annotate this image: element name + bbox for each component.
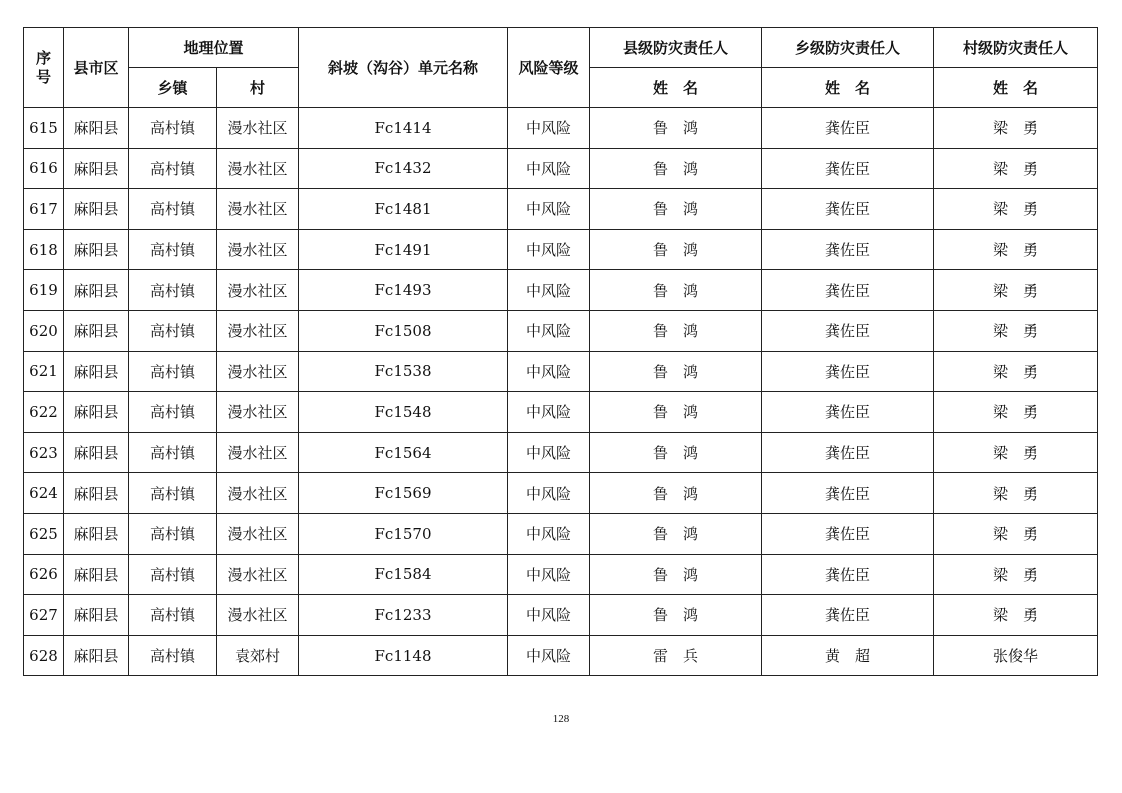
cell-township: 高村镇 [129, 432, 217, 473]
cell-unit: Fc1569 [299, 473, 508, 514]
cell-township-person: 龚佐臣 [762, 108, 934, 149]
cell-township: 高村镇 [129, 554, 217, 595]
table-row [24, 148, 1098, 189]
cell-seq: 623 [24, 432, 64, 473]
cell-township-person: 龚佐臣 [762, 513, 934, 554]
cell-village-person: 梁 勇 [934, 392, 1098, 433]
cell-county-person: 鲁 鸿 [590, 554, 762, 595]
cell-risk: 中风险 [508, 148, 590, 189]
cell-county: 麻阳县 [64, 473, 129, 514]
cell-village-person: 梁 勇 [934, 229, 1098, 270]
cell-village-person: 梁 勇 [934, 310, 1098, 351]
cell-village-person: 梁 勇 [934, 351, 1098, 392]
cell-village: 漫水社区 [217, 310, 299, 351]
header-risk-level: 风险等级 [508, 28, 590, 108]
cell-risk: 中风险 [508, 108, 590, 149]
cell-county: 麻阳县 [64, 310, 129, 351]
header-seq [24, 28, 64, 108]
cell-seq: 622 [24, 392, 64, 433]
cell-unit: Fc1493 [299, 270, 508, 311]
cell-county: 麻阳县 [64, 432, 129, 473]
cell-village: 漫水社区 [217, 595, 299, 636]
cell-county-person: 鲁 鸿 [590, 595, 762, 636]
table-row [24, 229, 1098, 270]
cell-township: 高村镇 [129, 392, 217, 433]
cell-seq: 625 [24, 513, 64, 554]
table-row [24, 513, 1098, 554]
table-row [24, 108, 1098, 149]
cell-county-person: 鲁 鸿 [590, 189, 762, 230]
cell-risk: 中风险 [508, 270, 590, 311]
cell-township: 高村镇 [129, 635, 217, 676]
cell-township: 高村镇 [129, 270, 217, 311]
cell-county-person: 鲁 鸿 [590, 473, 762, 514]
cell-village: 漫水社区 [217, 392, 299, 433]
cell-village-person: 梁 勇 [934, 432, 1098, 473]
cell-unit: Fc1584 [299, 554, 508, 595]
cell-unit: Fc1481 [299, 189, 508, 230]
table-row [24, 473, 1098, 514]
cell-township: 高村镇 [129, 148, 217, 189]
cell-village-person: 梁 勇 [934, 148, 1098, 189]
cell-seq: 624 [24, 473, 64, 514]
cell-risk: 中风险 [508, 513, 590, 554]
cell-township-person: 黄 超 [762, 635, 934, 676]
cell-seq: 619 [24, 270, 64, 311]
cell-county: 麻阳县 [64, 189, 129, 230]
header-village-officer-name: 姓 名 [934, 68, 1098, 108]
cell-village: 漫水社区 [217, 148, 299, 189]
cell-village: 漫水社区 [217, 432, 299, 473]
cell-county-person: 鲁 鸿 [590, 310, 762, 351]
table-row [24, 310, 1098, 351]
cell-village: 漫水社区 [217, 189, 299, 230]
cell-village-person: 梁 勇 [934, 189, 1098, 230]
cell-village-person: 梁 勇 [934, 554, 1098, 595]
cell-county-person: 鲁 鸿 [590, 108, 762, 149]
cell-township: 高村镇 [129, 229, 217, 270]
cell-unit: Fc1148 [299, 635, 508, 676]
cell-county: 麻阳县 [64, 554, 129, 595]
cell-township-person: 龚佐臣 [762, 351, 934, 392]
cell-county: 麻阳县 [64, 595, 129, 636]
cell-county: 麻阳县 [64, 635, 129, 676]
header-township: 乡镇 [129, 68, 217, 108]
header-county-officer: 县级防灾责任人 [590, 28, 762, 68]
cell-county-person: 鲁 鸿 [590, 270, 762, 311]
cell-township: 高村镇 [129, 351, 217, 392]
cell-seq: 618 [24, 229, 64, 270]
header-geo-location: 地理位置 [129, 28, 299, 68]
cell-county: 麻阳县 [64, 392, 129, 433]
cell-township-person: 龚佐臣 [762, 392, 934, 433]
cell-county-person: 鲁 鸿 [590, 229, 762, 270]
page-number: 128 [552, 713, 570, 725]
header-village-officer: 村级防灾责任人 [934, 28, 1098, 68]
cell-county-person: 鲁 鸿 [590, 148, 762, 189]
cell-township: 高村镇 [129, 513, 217, 554]
cell-unit: Fc1508 [299, 310, 508, 351]
cell-village-person: 梁 勇 [934, 595, 1098, 636]
header-county: 县市区 [64, 28, 129, 108]
header-unit-name: 斜坡（沟谷）单元名称 [299, 28, 508, 108]
cell-township-person: 龚佐臣 [762, 270, 934, 311]
cell-seq: 617 [24, 189, 64, 230]
table-row [24, 351, 1098, 392]
cell-village-person: 梁 勇 [934, 513, 1098, 554]
cell-county: 麻阳县 [64, 108, 129, 149]
cell-township: 高村镇 [129, 473, 217, 514]
cell-unit: Fc1491 [299, 229, 508, 270]
cell-township-person: 龚佐臣 [762, 229, 934, 270]
table-row [24, 189, 1098, 230]
cell-unit: Fc1233 [299, 595, 508, 636]
table-row [24, 635, 1098, 676]
cell-risk: 中风险 [508, 432, 590, 473]
cell-seq: 616 [24, 148, 64, 189]
table-row [24, 392, 1098, 433]
cell-seq: 626 [24, 554, 64, 595]
cell-unit: Fc1414 [299, 108, 508, 149]
cell-unit: Fc1432 [299, 148, 508, 189]
cell-seq: 627 [24, 595, 64, 636]
cell-risk: 中风险 [508, 229, 590, 270]
cell-unit: Fc1564 [299, 432, 508, 473]
cell-village: 漫水社区 [217, 554, 299, 595]
cell-county: 麻阳县 [64, 270, 129, 311]
cell-township: 高村镇 [129, 595, 217, 636]
cell-township-person: 龚佐臣 [762, 432, 934, 473]
cell-village-person: 梁 勇 [934, 108, 1098, 149]
header-seq-line2: 号 [35, 67, 51, 86]
cell-county: 麻阳县 [64, 148, 129, 189]
cell-village-person: 梁 勇 [934, 473, 1098, 514]
cell-county-person: 鲁 鸿 [590, 392, 762, 433]
header-county-officer-name: 姓 名 [590, 68, 762, 108]
cell-county-person: 鲁 鸿 [590, 432, 762, 473]
header-township-officer-name: 姓 名 [762, 68, 934, 108]
cell-risk: 中风险 [508, 635, 590, 676]
cell-village: 漫水社区 [217, 513, 299, 554]
cell-county-person: 鲁 鸿 [590, 351, 762, 392]
header-seq-line1: 序 [35, 48, 51, 67]
cell-village: 漫水社区 [217, 270, 299, 311]
cell-township: 高村镇 [129, 189, 217, 230]
cell-unit: Fc1570 [299, 513, 508, 554]
cell-seq: 621 [24, 351, 64, 392]
cell-risk: 中风险 [508, 392, 590, 433]
header-row-1 [24, 28, 1098, 68]
cell-unit: Fc1538 [299, 351, 508, 392]
cell-township-person: 龚佐臣 [762, 148, 934, 189]
cell-county: 麻阳县 [64, 513, 129, 554]
header-township-officer: 乡级防灾责任人 [762, 28, 934, 68]
cell-township-person: 龚佐臣 [762, 473, 934, 514]
cell-unit: Fc1548 [299, 392, 508, 433]
cell-village: 袁郊村 [217, 635, 299, 676]
cell-risk: 中风险 [508, 189, 590, 230]
cell-village: 漫水社区 [217, 229, 299, 270]
cell-township-person: 龚佐臣 [762, 554, 934, 595]
cell-township-person: 龚佐臣 [762, 595, 934, 636]
cell-township: 高村镇 [129, 108, 217, 149]
cell-risk: 中风险 [508, 554, 590, 595]
cell-risk: 中风险 [508, 595, 590, 636]
cell-county-person: 雷 兵 [590, 635, 762, 676]
cell-risk: 中风险 [508, 473, 590, 514]
cell-county: 麻阳县 [64, 229, 129, 270]
cell-county: 麻阳县 [64, 351, 129, 392]
cell-seq: 615 [24, 108, 64, 149]
cell-seq: 620 [24, 310, 64, 351]
table-row [24, 554, 1098, 595]
cell-township-person: 龚佐臣 [762, 310, 934, 351]
cell-risk: 中风险 [508, 310, 590, 351]
table-row [24, 270, 1098, 311]
cell-village: 漫水社区 [217, 473, 299, 514]
cell-village-person: 张俊华 [934, 635, 1098, 676]
cell-township: 高村镇 [129, 310, 217, 351]
cell-village-person: 梁 勇 [934, 270, 1098, 311]
table-row [24, 432, 1098, 473]
cell-village: 漫水社区 [217, 351, 299, 392]
cell-county-person: 鲁 鸿 [590, 513, 762, 554]
header-village: 村 [217, 68, 299, 108]
cell-township-person: 龚佐臣 [762, 189, 934, 230]
disaster-responsibility-table [23, 27, 1098, 676]
cell-seq: 628 [24, 635, 64, 676]
cell-risk: 中风险 [508, 351, 590, 392]
table-row [24, 595, 1098, 636]
cell-village: 漫水社区 [217, 108, 299, 149]
